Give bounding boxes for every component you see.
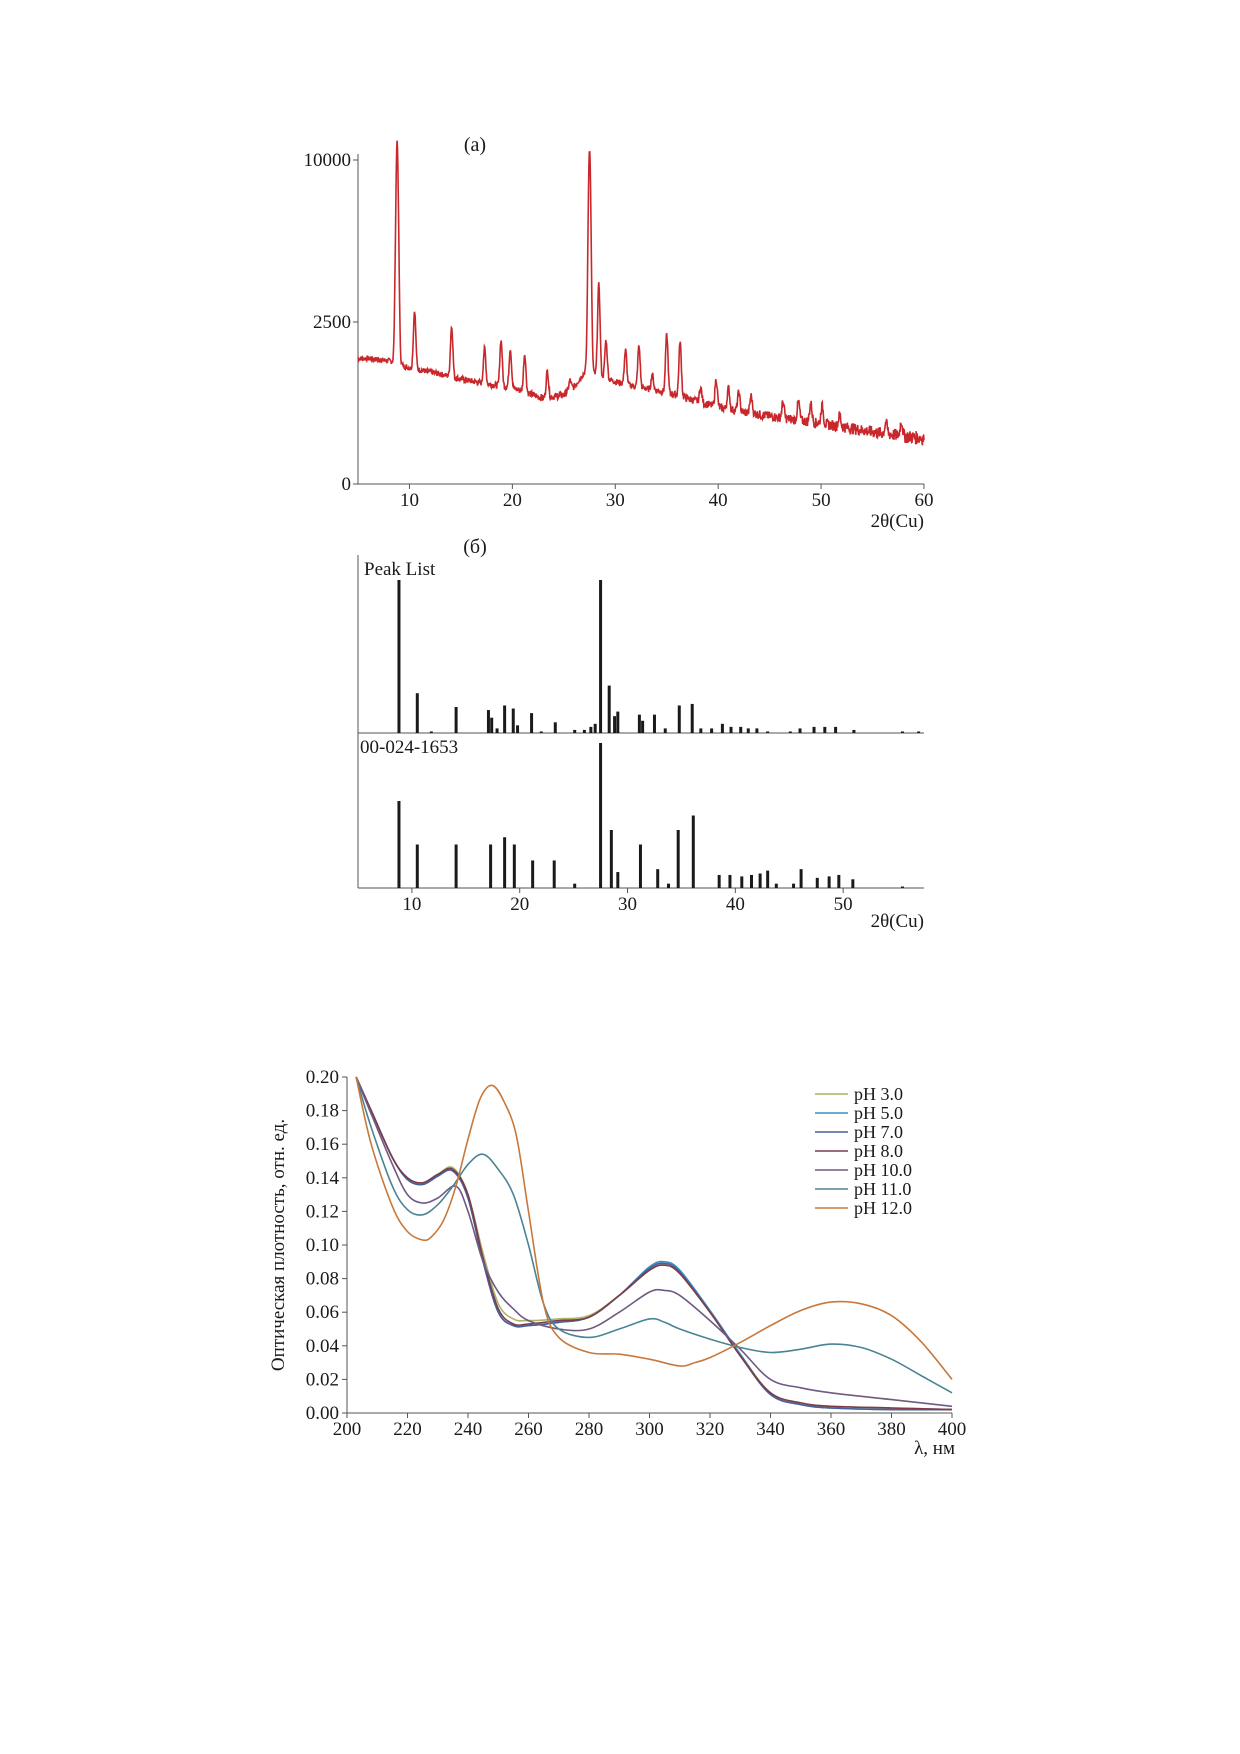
legend-label: pH 8.0 xyxy=(854,1141,903,1161)
x-tick-label-c: 260 xyxy=(514,1419,543,1440)
x-tick-label-c: 200 xyxy=(332,1419,362,1440)
x-tick-label-a: 40 xyxy=(708,490,728,511)
y-axis-label-c: Оптическая плотность, отн. ед. xyxy=(268,1118,289,1372)
y-tick-label-c: 0.14 xyxy=(305,1167,339,1189)
x-tick-label-c: 360 xyxy=(816,1419,846,1440)
legend-label: pH 12.0 xyxy=(854,1198,912,1218)
x-tick-label-c: 380 xyxy=(877,1419,906,1440)
panel-label-b: (б) xyxy=(463,536,487,558)
y-ticks-a xyxy=(304,150,359,495)
x-tick-label-b: 40 xyxy=(725,894,745,915)
x-tick-label-a: 50 xyxy=(811,490,831,511)
x-tick-label-a: 30 xyxy=(605,490,625,511)
series-label-peak-list: Peak List xyxy=(364,559,436,580)
x-tick-label-b: 10 xyxy=(402,894,422,915)
legend-label: pH 7.0 xyxy=(854,1122,903,1142)
x-ticks-a xyxy=(400,484,934,511)
y-tick-label-c: 0.10 xyxy=(305,1235,339,1256)
x-ticks-b xyxy=(402,888,852,915)
y-tick-label-c: 0.16 xyxy=(305,1134,339,1156)
y-tick-label-c: 0.04 xyxy=(305,1335,339,1357)
x-tick-label-b: 30 xyxy=(618,894,638,915)
x-axis-label-b: 2θ(Cu) xyxy=(870,911,924,932)
y-tick-label-a: 2500 xyxy=(313,312,351,333)
x-axis-label-c: λ, нм xyxy=(914,1438,955,1459)
y-tick-label-c: 0.18 xyxy=(305,1100,339,1122)
legend-label: pH 5.0 xyxy=(854,1103,903,1123)
x-tick-label-c: 340 xyxy=(756,1419,785,1440)
y-tick-label-c: 0.08 xyxy=(305,1268,339,1290)
y-tick-label-c: 0.20 xyxy=(305,1067,339,1088)
x-tick-label-c: 400 xyxy=(937,1419,967,1440)
x-tick-label-a: 20 xyxy=(502,490,522,511)
x-tick-label-b: 50 xyxy=(833,894,853,915)
panel-label-a: (a) xyxy=(463,134,487,156)
y-tick-label-c: 0.00 xyxy=(305,1403,339,1424)
xrd-pattern-line xyxy=(358,141,924,446)
y-tick-label-a: 0 xyxy=(341,474,351,495)
xrd-pattern-panel xyxy=(304,134,934,532)
peak-list-panel xyxy=(358,536,924,932)
x-tick-label-c: 280 xyxy=(574,1419,604,1440)
x-tick-label-c: 320 xyxy=(695,1419,725,1440)
x-tick-label-c: 220 xyxy=(393,1419,422,1440)
y-tick-label-c: 0.06 xyxy=(305,1302,339,1324)
legend-label: pH 3.0 xyxy=(854,1084,903,1104)
legend-label: pH 11.0 xyxy=(854,1179,912,1199)
legend xyxy=(815,1084,912,1218)
x-tick-label-c: 300 xyxy=(635,1419,664,1440)
x-tick-label-b: 20 xyxy=(510,894,530,915)
y-tick-label-a: 10000 xyxy=(303,150,351,171)
x-tick-label-a: 10 xyxy=(399,490,419,511)
legend-label: pH 10.0 xyxy=(854,1160,912,1180)
x-tick-label-a: 60 xyxy=(914,490,934,511)
y-tick-label-c: 0.12 xyxy=(305,1201,339,1223)
x-axis-label-a: 2θ(Cu) xyxy=(870,511,924,532)
x-ticks-c xyxy=(333,1413,967,1440)
y-tick-label-c: 0.02 xyxy=(305,1369,339,1391)
peak-bars xyxy=(399,580,919,888)
series-label-reference: 00-024-1653 xyxy=(360,737,459,758)
y-ticks-c xyxy=(306,1067,347,1424)
uv-spectra-panel xyxy=(268,1067,966,1459)
x-tick-label-c: 240 xyxy=(453,1419,483,1440)
